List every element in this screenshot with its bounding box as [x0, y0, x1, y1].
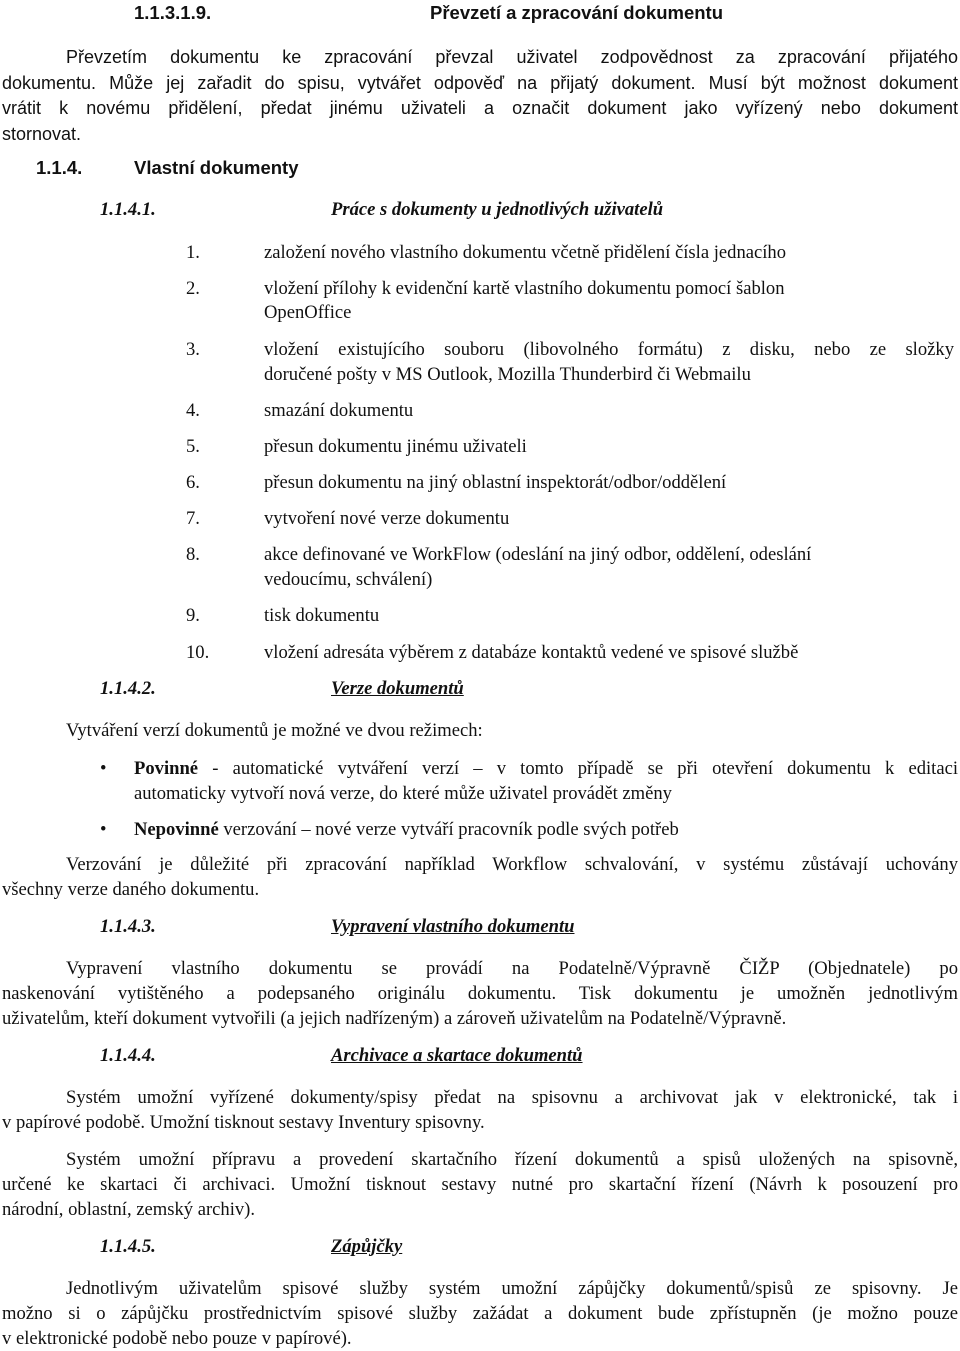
text-line: v papírové podobě. Umožní tisknout sestavy Inventury spisovny. — [2, 1112, 485, 1133]
text-line: dokumentu. Může jej zařadit do spisu, vytvářet odpověď na přijatý dokument. Musí být možnost dokument — [2, 72, 958, 93]
section-title: Práce s dokumenty u jednotlivých uživatelů — [331, 199, 664, 220]
section-title: Zápůjčky — [331, 1236, 403, 1257]
versions-intro: Vytváření verzí dokumentů je možné ve dvou režimech: — [66, 720, 483, 741]
bullet-item — [134, 756, 958, 806]
text-line: národní, oblastní, zemský archiv). — [2, 1199, 256, 1220]
list-item: přesun dokumentu na jiný oblastní inspektorát/odbor/oddělení — [264, 472, 727, 493]
list-item-continuation: vedoucímu, schválení) — [264, 569, 433, 590]
list-item: přesun dokumentu jinému uživateli — [264, 436, 527, 457]
text-line: Systém umožní vyřízené dokumenty/spisy předat na spisovnu a archivovat jak v elektronické, tak i — [66, 1087, 958, 1108]
list-item: vložení přílohy k evidenční kartě vlastního dokumentu pomocí šablon — [264, 278, 785, 299]
section-number: 1.1.4. — [36, 157, 83, 178]
list-item: vytvoření nové verze dokumentu — [264, 508, 510, 529]
list-number: 10. — [186, 642, 210, 663]
text-line: Vypravení vlastního dokumentu se provádí na Podatelně/Výpravně ČIŽP (Objednatele) po — [66, 958, 958, 979]
text-line: Verzování je důležité při zpracování například Workflow schvalování, v systému zůstávají uchovány — [66, 854, 958, 875]
section-title: Verze dokumentů — [331, 678, 464, 699]
section-title: Vypravení vlastního dokumentu — [331, 916, 575, 937]
bullet-icon: • — [100, 819, 107, 840]
list-item: akce definované ve WorkFlow (odeslání na jiný odbor, oddělení, odeslání — [264, 544, 812, 565]
section-number: 1.1.4.3. — [100, 916, 156, 937]
list-number: 4. — [186, 400, 200, 421]
section-number: 1.1.4.1. — [100, 199, 156, 220]
section-title: Archivace a skartace dokumentů — [331, 1045, 583, 1066]
bullet-bold: Nepovinné — [134, 819, 219, 840]
list-item-continuation: doručené pošty v MS Outlook, Mozilla Thunderbird či Webmailu — [264, 364, 751, 385]
text-line: vrátit k novému přidělení, předat jinému uživateli a označit dokument jako vyřízený nebo dokument — [2, 98, 958, 118]
paragraph-vypraveni — [2, 956, 958, 1031]
section-title: Vlastní dokumenty — [134, 157, 299, 178]
list-number: 2. — [186, 278, 200, 299]
paragraph-prevzeti — [2, 45, 958, 147]
bullet-item — [134, 817, 958, 842]
list-number: 9. — [186, 605, 200, 626]
list-number: 8. — [186, 544, 200, 565]
bullet-bold: Povinné — [134, 758, 199, 779]
list-item: vložení adresáta výběrem z databáze kontaktů vedené ve spisové službě — [264, 642, 799, 663]
text-line: naskenování vytištěného a podepsaného originálu dokumentu. Tisk dokumentu je umožněn jednotlivým — [2, 983, 958, 1004]
list-number: 1. — [186, 242, 200, 263]
text-line: všechny verze daného dokumentu. — [2, 879, 260, 900]
paragraph-verzovani — [2, 852, 958, 902]
text-line: v elektronické podobě nebo pouze v papírové). — [2, 1328, 352, 1349]
list-item-continuation: OpenOffice — [264, 302, 352, 323]
section-number: 1.1.3.1.9. — [134, 2, 212, 23]
text-line: Jednotlivým uživatelům spisové služby systém umožní zápůjčky dokumentů/spisů ze spisovny. Je — [66, 1278, 958, 1299]
text-line: určené ke skartaci či archivaci. Umožní tisknout sestavy nutné pro skartační řízení (Návrh k posouzení pro — [2, 1174, 958, 1195]
list-item: vložení existujícího souboru (libovolného formátu) z disku, nebo ze složky — [264, 339, 954, 360]
paragraph-archivace — [2, 1085, 958, 1135]
list-item: tisk dokumentu — [264, 605, 380, 626]
text-line: možno si o zápůjčku prostřednictvím spisové služby zažádat a dokument bude zpřístupněn (je možno pouze — [2, 1303, 958, 1324]
section-number: 1.1.4.5. — [100, 1236, 156, 1257]
list-item: založení nového vlastního dokumentu včetně přidělení čísla jednacího — [264, 242, 787, 263]
list-number: 3. — [186, 339, 200, 360]
bullet-text: verzování – nové verze vytváří pracovník podle svých potřeb — [218, 819, 679, 840]
bullet-icon: • — [100, 758, 107, 779]
list-number: 5. — [186, 436, 200, 457]
list-number: 7. — [186, 508, 200, 529]
text-line: stornovat. — [2, 123, 82, 144]
section-title: Převzetí a zpracování dokumentu — [430, 2, 724, 23]
section-number: 1.1.4.2. — [100, 678, 156, 699]
bullet-text: - automatické vytváření verzí – v tomto případě se při otevření dokumentu k editaci — [198, 758, 958, 779]
text-line: Převzetím dokumentu ke zpracování převzal uživatel zodpovědnost za zpracování přijatého — [66, 47, 958, 67]
bullet-continuation: automaticky vytvoří nová verze, do které může uživatel provádět změny — [134, 783, 672, 804]
list-number: 6. — [186, 472, 200, 493]
text-line: uživatelům, kteří dokument vytvořili (a jejich nadřízeným) a zároveň uživatelům na Podatelně/Výpravně. — [2, 1008, 787, 1029]
list-item: smazání dokumentu — [264, 400, 414, 421]
section-number: 1.1.4.4. — [100, 1045, 156, 1066]
text-line: Systém umožní přípravu a provedení skartačního řízení dokumentů a spisů uložených na spisovně, — [66, 1149, 958, 1170]
paragraph-zapujcky — [2, 1276, 958, 1351]
paragraph-skartace — [2, 1147, 958, 1222]
